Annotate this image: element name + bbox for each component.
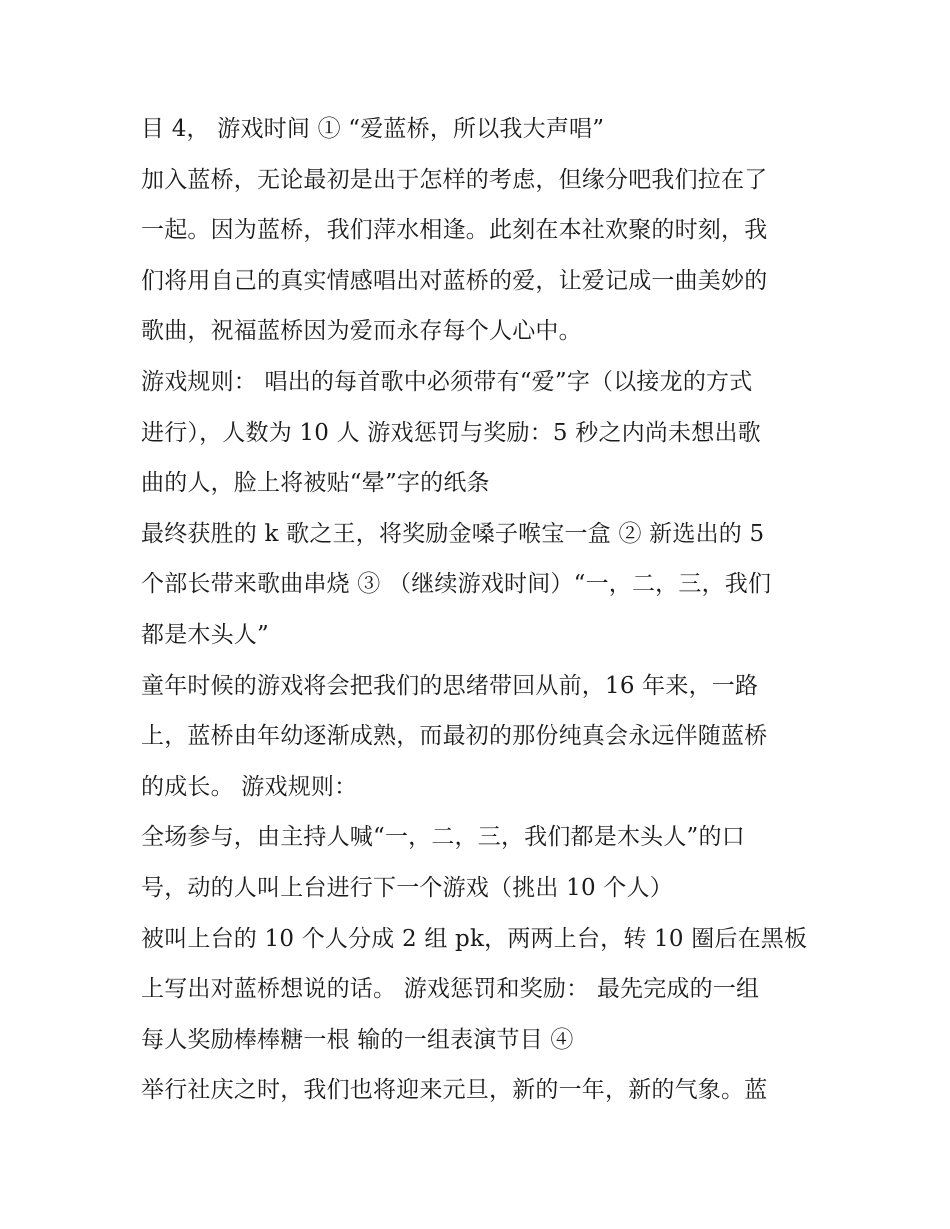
text-line: 上，蓝桥由年幼逐渐成熟，而最初的那份纯真会永远伴随蓝桥	[141, 723, 768, 750]
text-line: 最终获胜的 k 歌之王，将奖励金嗓子喉宝一盒 ② 新选出的 5	[141, 520, 765, 547]
text-line: 全场参与，由主持人喊“一，二，三，我们都是木头人”的口	[141, 824, 745, 851]
text-line: 童年时候的游戏将会把我们的思绪带回从前，16 年来，一路	[141, 672, 759, 699]
text-line: 上写出对蓝桥想说的话。 游戏惩罚和奖励： 最先完成的一组	[141, 976, 760, 1003]
text-line: 目 4， 游戏时间 ① “爱蓝桥，所以我大声唱”	[141, 116, 605, 142]
document-body	[141, 104, 821, 1116]
text-line: 被叫上台的 10 个人分成 2 组 pk，两两上台，转 10 圈后在黑板	[141, 925, 808, 952]
text-line: 一起。因为蓝桥，我们萍水相逢。此刻在本社欢聚的时刻，我	[141, 217, 768, 244]
text-line: 游戏规则： 唱出的每首歌中必须带有“爱”字（以接龙的方式	[141, 368, 753, 395]
text-line: 们将用自己的真实情感唱出对蓝桥的爱，让爱记成一曲美妙的	[141, 267, 768, 294]
text-line: 曲的人，脸上将被贴“晕”字的纸条	[141, 470, 490, 497]
text-line: 加入蓝桥，无论最初是出于怎样的考虑，但缘分吧我们拉在了	[141, 166, 768, 193]
text-line: 个部长带来歌曲串烧 ③ （继续游戏时间）“一，二，三，我们	[141, 571, 772, 598]
text-line: 歌曲，祝福蓝桥因为爱而永存每个人心中。	[141, 318, 582, 345]
text-line: 每人奖励棒棒糖一根 输的一组表演节目 ④	[141, 1026, 574, 1053]
text-line: 举行社庆之时，我们也将迎来元旦，新的一年，新的气象。蓝	[141, 1077, 768, 1104]
text-line: 的成长。 游戏规则：	[141, 773, 358, 800]
text-line: 都是木头人”	[141, 621, 269, 648]
text-line: 进行），人数为 10 人 游戏惩罚与奖励：5 秒之内尚未想出歌	[141, 419, 761, 446]
text-line: 号，动的人叫上台进行下一个游戏（挑出 10 个人）	[141, 874, 673, 901]
